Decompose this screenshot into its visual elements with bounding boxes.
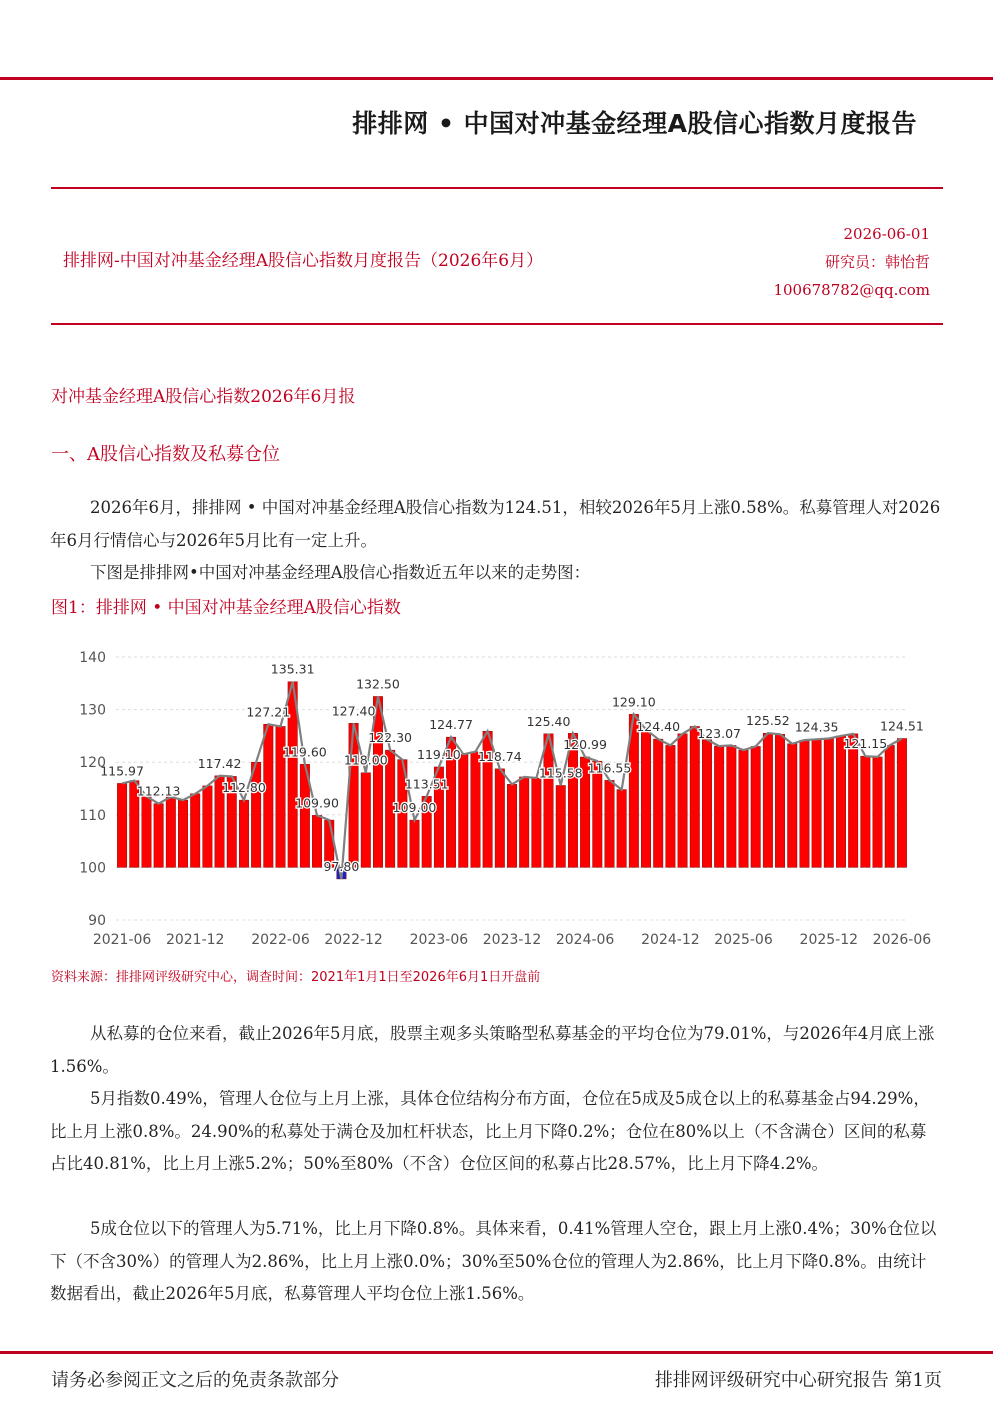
data-label: 124.77: [429, 717, 473, 733]
bar: [556, 785, 566, 867]
bar: [459, 754, 469, 867]
x-tick-label: 2024-12: [641, 932, 700, 948]
bar: [264, 724, 274, 867]
bar: [824, 739, 834, 868]
data-label: 97.80: [323, 858, 360, 874]
data-label: 120.99: [563, 736, 607, 752]
bar: [702, 740, 712, 868]
paragraph-position-overview: 从私募的仓位来看，截止2026年5月底，股票主观多头策略型私募基金的平均仓位为79.01%，与2026年4月底上涨1.56%。: [50, 1024, 935, 1076]
figure-source: 资料来源：排排网评级研究中心，调查时间：2021年1月1日至2026年6月1日开盘前: [51, 970, 541, 985]
data-label: 119.10: [417, 746, 461, 762]
bar: [787, 744, 797, 868]
bar: [836, 736, 846, 868]
bottom-rule: [0, 1351, 993, 1354]
x-tick-label: 2023-06: [409, 932, 469, 948]
x-tick-label: 2024-06: [555, 932, 615, 948]
bar: [178, 800, 188, 867]
bar: [751, 746, 761, 867]
bar: [848, 734, 858, 868]
data-label: 123.07: [697, 726, 742, 742]
header-rule-upper: [51, 187, 943, 189]
data-label: 112.13: [136, 783, 181, 799]
bar: [544, 734, 554, 868]
bar: [775, 734, 785, 867]
bar: [714, 746, 724, 867]
report-date: 2026-06-01: [843, 225, 930, 243]
bar: [532, 778, 542, 867]
report-heading: 对冲基金经理A股信心指数2026年6月报: [51, 387, 356, 407]
data-label: 115.58: [538, 765, 583, 781]
footer-page-info: 排排网评级研究中心研究报告 第1页: [654, 1370, 942, 1391]
x-tick-label: 2021-06: [92, 932, 152, 948]
bar: [495, 769, 505, 868]
data-label: 109.00: [392, 800, 437, 816]
data-label: 125.40: [526, 713, 571, 729]
bar: [605, 780, 615, 867]
data-label: 125.52: [746, 713, 790, 729]
data-label: 115.97: [100, 763, 144, 779]
bar: [593, 761, 603, 867]
researcher-email[interactable]: 100678782@qq.com: [773, 281, 930, 299]
x-tick-label: 2021-12: [165, 932, 225, 948]
data-label: 118.74: [477, 748, 522, 764]
bar: [617, 790, 627, 868]
bar: [690, 726, 700, 867]
x-tick-label: 2026-06: [872, 932, 932, 948]
paragraph-low-position: 5成仓位以下的管理人为5.71%，比上月下降0.8%。具体来看，0.41%管理人空仓，跟上月上涨0.4%；30%仓位以下（不含30%）的管理人为2.86%，比上月上涨0.0%；30%至50%仓位的管理人为2.86%，比上月下降0.8%。由统计数据看出，截止2026年5月底，私募管理人平均仓位上涨1.56%。: [50, 1219, 937, 1303]
bar: [410, 820, 420, 867]
bar: [361, 773, 371, 868]
bar: [312, 815, 322, 867]
bar: [678, 734, 688, 868]
data-label: 127.40: [331, 703, 376, 719]
bar: [739, 750, 749, 867]
section-heading: 一、A股信心指数及私募仓位: [51, 444, 280, 465]
main-title: 排排网 • 中国对冲基金经理A股信心指数月度报告: [352, 109, 917, 138]
data-label: 129.10: [611, 694, 656, 710]
bar: [154, 804, 164, 868]
x-tick-label: 2022-06: [251, 932, 310, 948]
bar: [666, 745, 676, 867]
y-tick-label: 120: [79, 755, 106, 772]
top-rule: [0, 77, 993, 80]
bar: [568, 733, 578, 867]
x-tick-label: 2023-12: [482, 932, 542, 948]
data-label: 113.51: [404, 776, 449, 792]
data-label: 122.30: [368, 730, 413, 746]
bar: [117, 783, 127, 867]
data-label: 118.00: [343, 752, 388, 768]
bar: [142, 796, 152, 867]
data-label: 124.35: [794, 719, 839, 735]
report-meta: [773, 220, 930, 304]
report-subtitle: 排排网-中国对冲基金经理A股信心指数月度报告（2026年6月）: [63, 251, 544, 271]
bar: [203, 786, 213, 868]
bar: [861, 756, 871, 867]
x-tick-label: 2025-06: [714, 932, 773, 948]
confidence-index-chart: [60, 640, 940, 955]
bar: [239, 800, 249, 867]
bar: [166, 797, 176, 867]
y-tick-label: 100: [79, 860, 106, 877]
data-label: 121.15: [843, 736, 888, 752]
paragraph-chart-intro: 下图是排排网•中国对冲基金经理A股信心指数近五年以来的走势图：: [90, 563, 591, 582]
y-tick-label: 140: [79, 650, 106, 666]
header-rule-lower: [51, 323, 943, 325]
paragraph-index-summary: 2026年6月，排排网 • 中国对冲基金经理A股信心指数为124.51，相较2026年5月上涨0.58%。私募管理人对2026年6月行情信心与2026年5月比有一定上升。: [50, 498, 941, 550]
data-label: 127.21: [246, 704, 291, 720]
bar: [812, 739, 822, 867]
x-tick-label: 2022-12: [324, 932, 383, 948]
data-label: 124.40: [636, 719, 681, 735]
data-label: 116.55: [587, 760, 632, 776]
data-label: 109.90: [295, 795, 339, 811]
bar: [800, 740, 810, 867]
bar: [897, 738, 907, 867]
researcher-name: 研究员：韩怡哲: [824, 253, 930, 271]
bar: [641, 730, 651, 868]
paragraph-position-structure: 5月指数0.49%，管理人仓位与上月上涨，具体仓位结构分布方面，仓位在5成及5成仓以上的私募基金占94.29%，比上月上涨0.8%。24.90%的私募处于满仓及加杠杆状态，比上月下降0.2%；仓位在80%以上（不含满仓）区间的私募占比40.81%，比上月上涨5.2%；50%至80%（不含）仓位区间的私募占比28.57%，比上月下降4.2%。: [50, 1089, 930, 1173]
bar: [727, 745, 737, 867]
bar: [519, 777, 529, 867]
data-label: 124.51: [880, 718, 924, 734]
data-label: 119.60: [282, 744, 327, 760]
data-label: 112.80: [222, 780, 266, 796]
bar: [507, 784, 517, 867]
bar: [873, 757, 883, 867]
figure-caption: 图1：排排网 • 中国对冲基金经理A股信心指数: [51, 598, 401, 618]
bar: [471, 752, 481, 868]
data-label: 135.31: [270, 661, 315, 677]
bar: [251, 762, 261, 867]
y-tick-label: 90: [88, 913, 106, 929]
bar: [190, 794, 200, 868]
data-label: 132.50: [356, 676, 400, 692]
bar: [653, 739, 663, 867]
bar: [885, 745, 895, 867]
data-label: 117.42: [197, 755, 242, 771]
y-tick-label: 130: [79, 702, 106, 719]
footer-disclaimer: 请务必参阅正文之后的免责条款部分: [51, 1370, 339, 1391]
y-tick-label: 110: [79, 807, 106, 824]
bar: [349, 723, 359, 867]
bar: [763, 733, 773, 867]
x-tick-label: 2025-12: [799, 932, 859, 948]
